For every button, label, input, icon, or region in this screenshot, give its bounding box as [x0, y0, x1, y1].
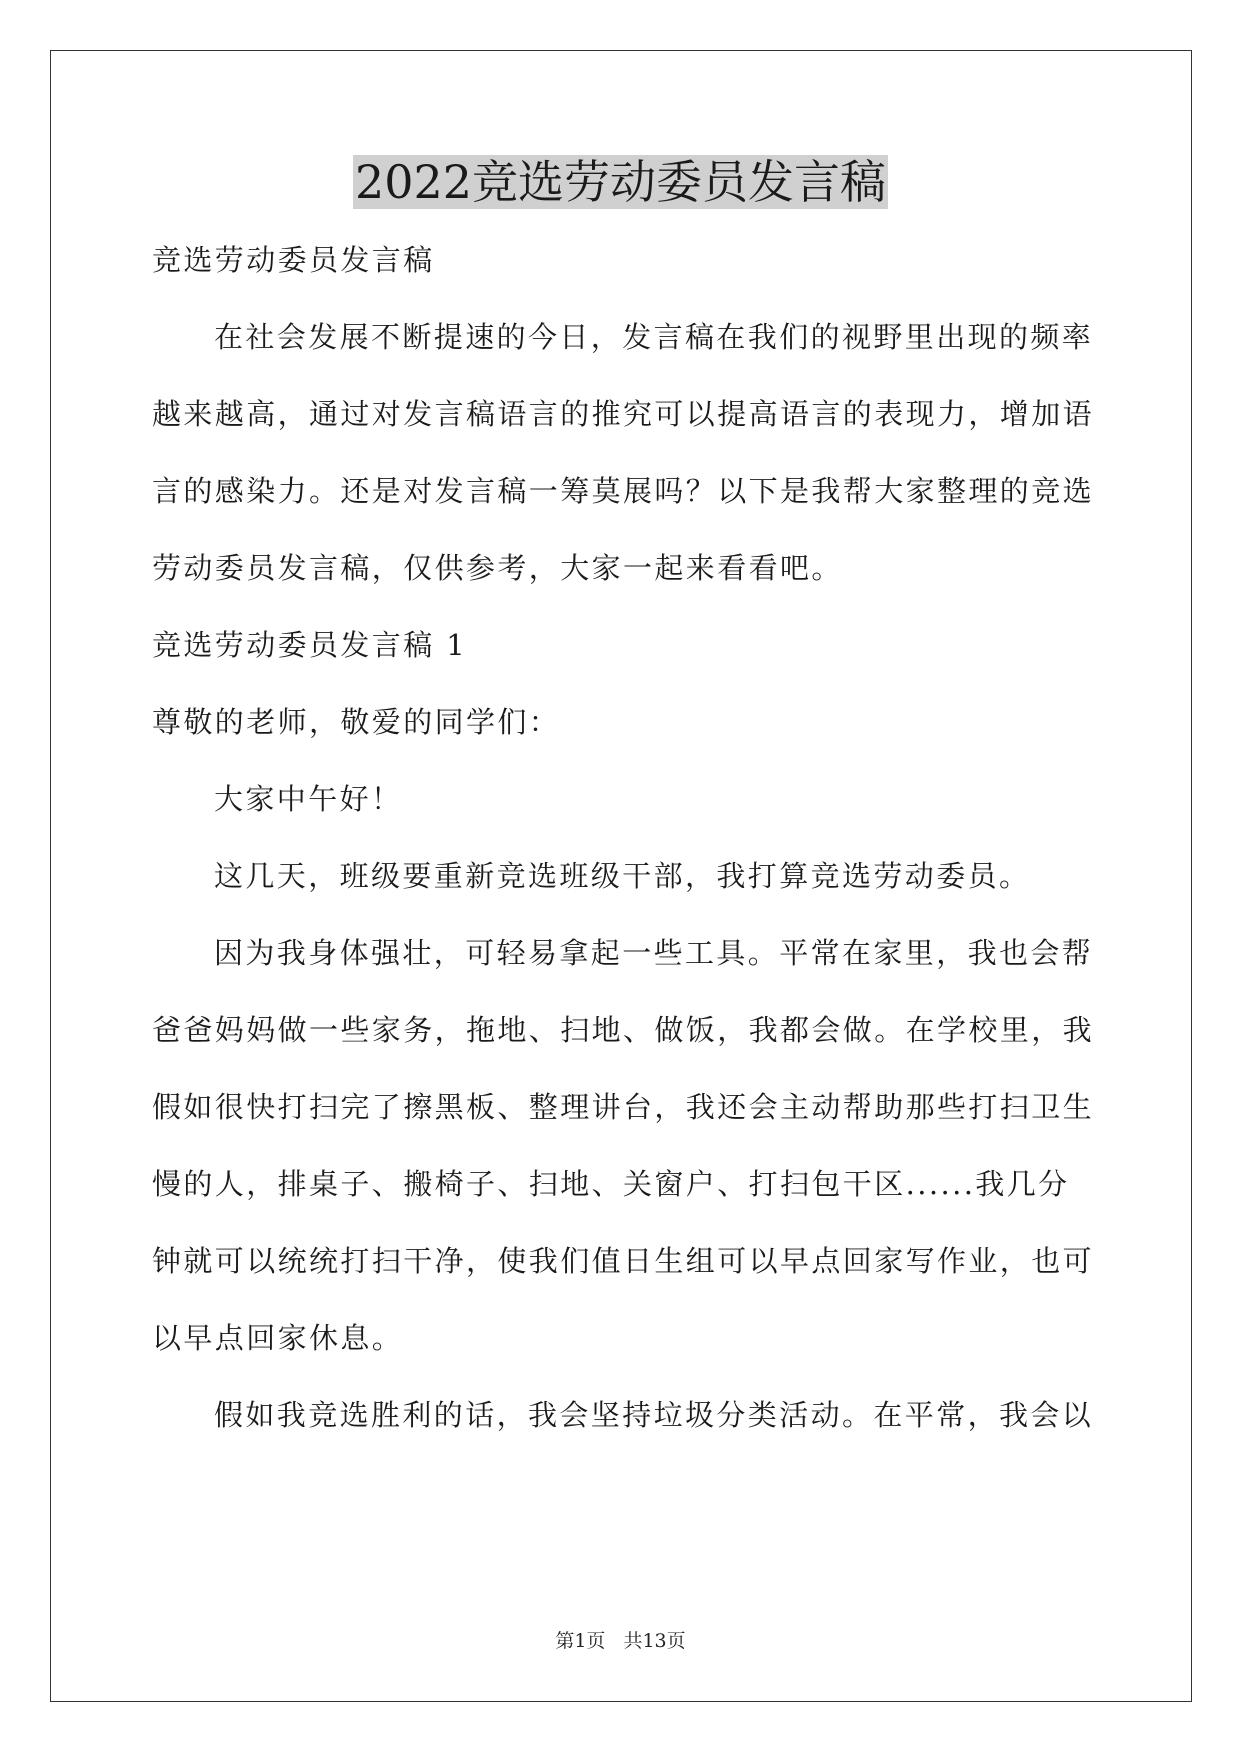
paragraph — [152, 931, 1095, 1360]
paragraph — [152, 238, 1092, 282]
paragraph — [152, 315, 1095, 590]
paragraph-line: 以早点回家休息。 — [152, 1321, 404, 1355]
paragraph-line: 爸爸妈妈做一些家务，拖地、扫地、做饭，我都会做。在学校里，我 — [152, 1013, 1095, 1047]
page-total: 共13页 — [623, 1630, 686, 1652]
paragraph-line: 假如很快打扫完了擦黑板、整理讲台，我还会主动帮助那些打扫卫生 — [152, 1090, 1095, 1124]
paragraph-line: 劳动委员发言稿，仅供参考，大家一起来看看吧。 — [152, 551, 843, 585]
paragraph-line: 大家中午好！ — [214, 782, 403, 816]
paragraph-line: 假如我竞选胜利的话，我会坚持垃圾分类活动。在平常，我会以 — [214, 1398, 1094, 1432]
paragraph-line: 因为我身体强壮，可轻易拿起一些工具。平常在家里，我也会帮 — [214, 936, 1094, 970]
paragraph-line: 尊敬的老师，敬爱的同学们： — [152, 705, 561, 739]
section-heading — [152, 623, 1092, 667]
document-title — [0, 152, 1241, 212]
page-number: 第1页 — [555, 1630, 606, 1652]
document-body — [152, 238, 1095, 1437]
paragraph-line: 言的感染力。还是对发言稿一筹莫展吗？以下是我帮大家整理的竞选 — [152, 474, 1095, 508]
paragraph-line: 在社会发展不断提速的今日，发言稿在我们的视野里出现的频率 — [214, 320, 1094, 354]
paragraph-line: 越来越高，通过对发言稿语言的推究可以提高语言的表现力，增加语 — [152, 397, 1095, 431]
paragraph — [152, 854, 1092, 898]
salutation — [152, 700, 1092, 744]
paragraph — [152, 1393, 1092, 1437]
page-footer — [0, 1628, 1241, 1654]
paragraph-line: 慢的人，排桌子、搬椅子、扫地、关窗户、打扫包干区......我几分 — [152, 1167, 1070, 1201]
paragraph-line: 竞选劳动委员发言稿 — [152, 243, 435, 277]
paragraph-line: 竞选劳动委员发言稿 1 — [152, 628, 468, 662]
paragraph-line: 这几天，班级要重新竞选班级干部，我打算竞选劳动委员。 — [214, 859, 1031, 893]
paragraph-line: 钟就可以统统打扫干净，使我们值日生组可以早点回家写作业，也可 — [152, 1244, 1095, 1278]
greeting — [152, 777, 1092, 821]
document-title-text: 2022竞选劳动委员发言稿 — [354, 155, 887, 209]
